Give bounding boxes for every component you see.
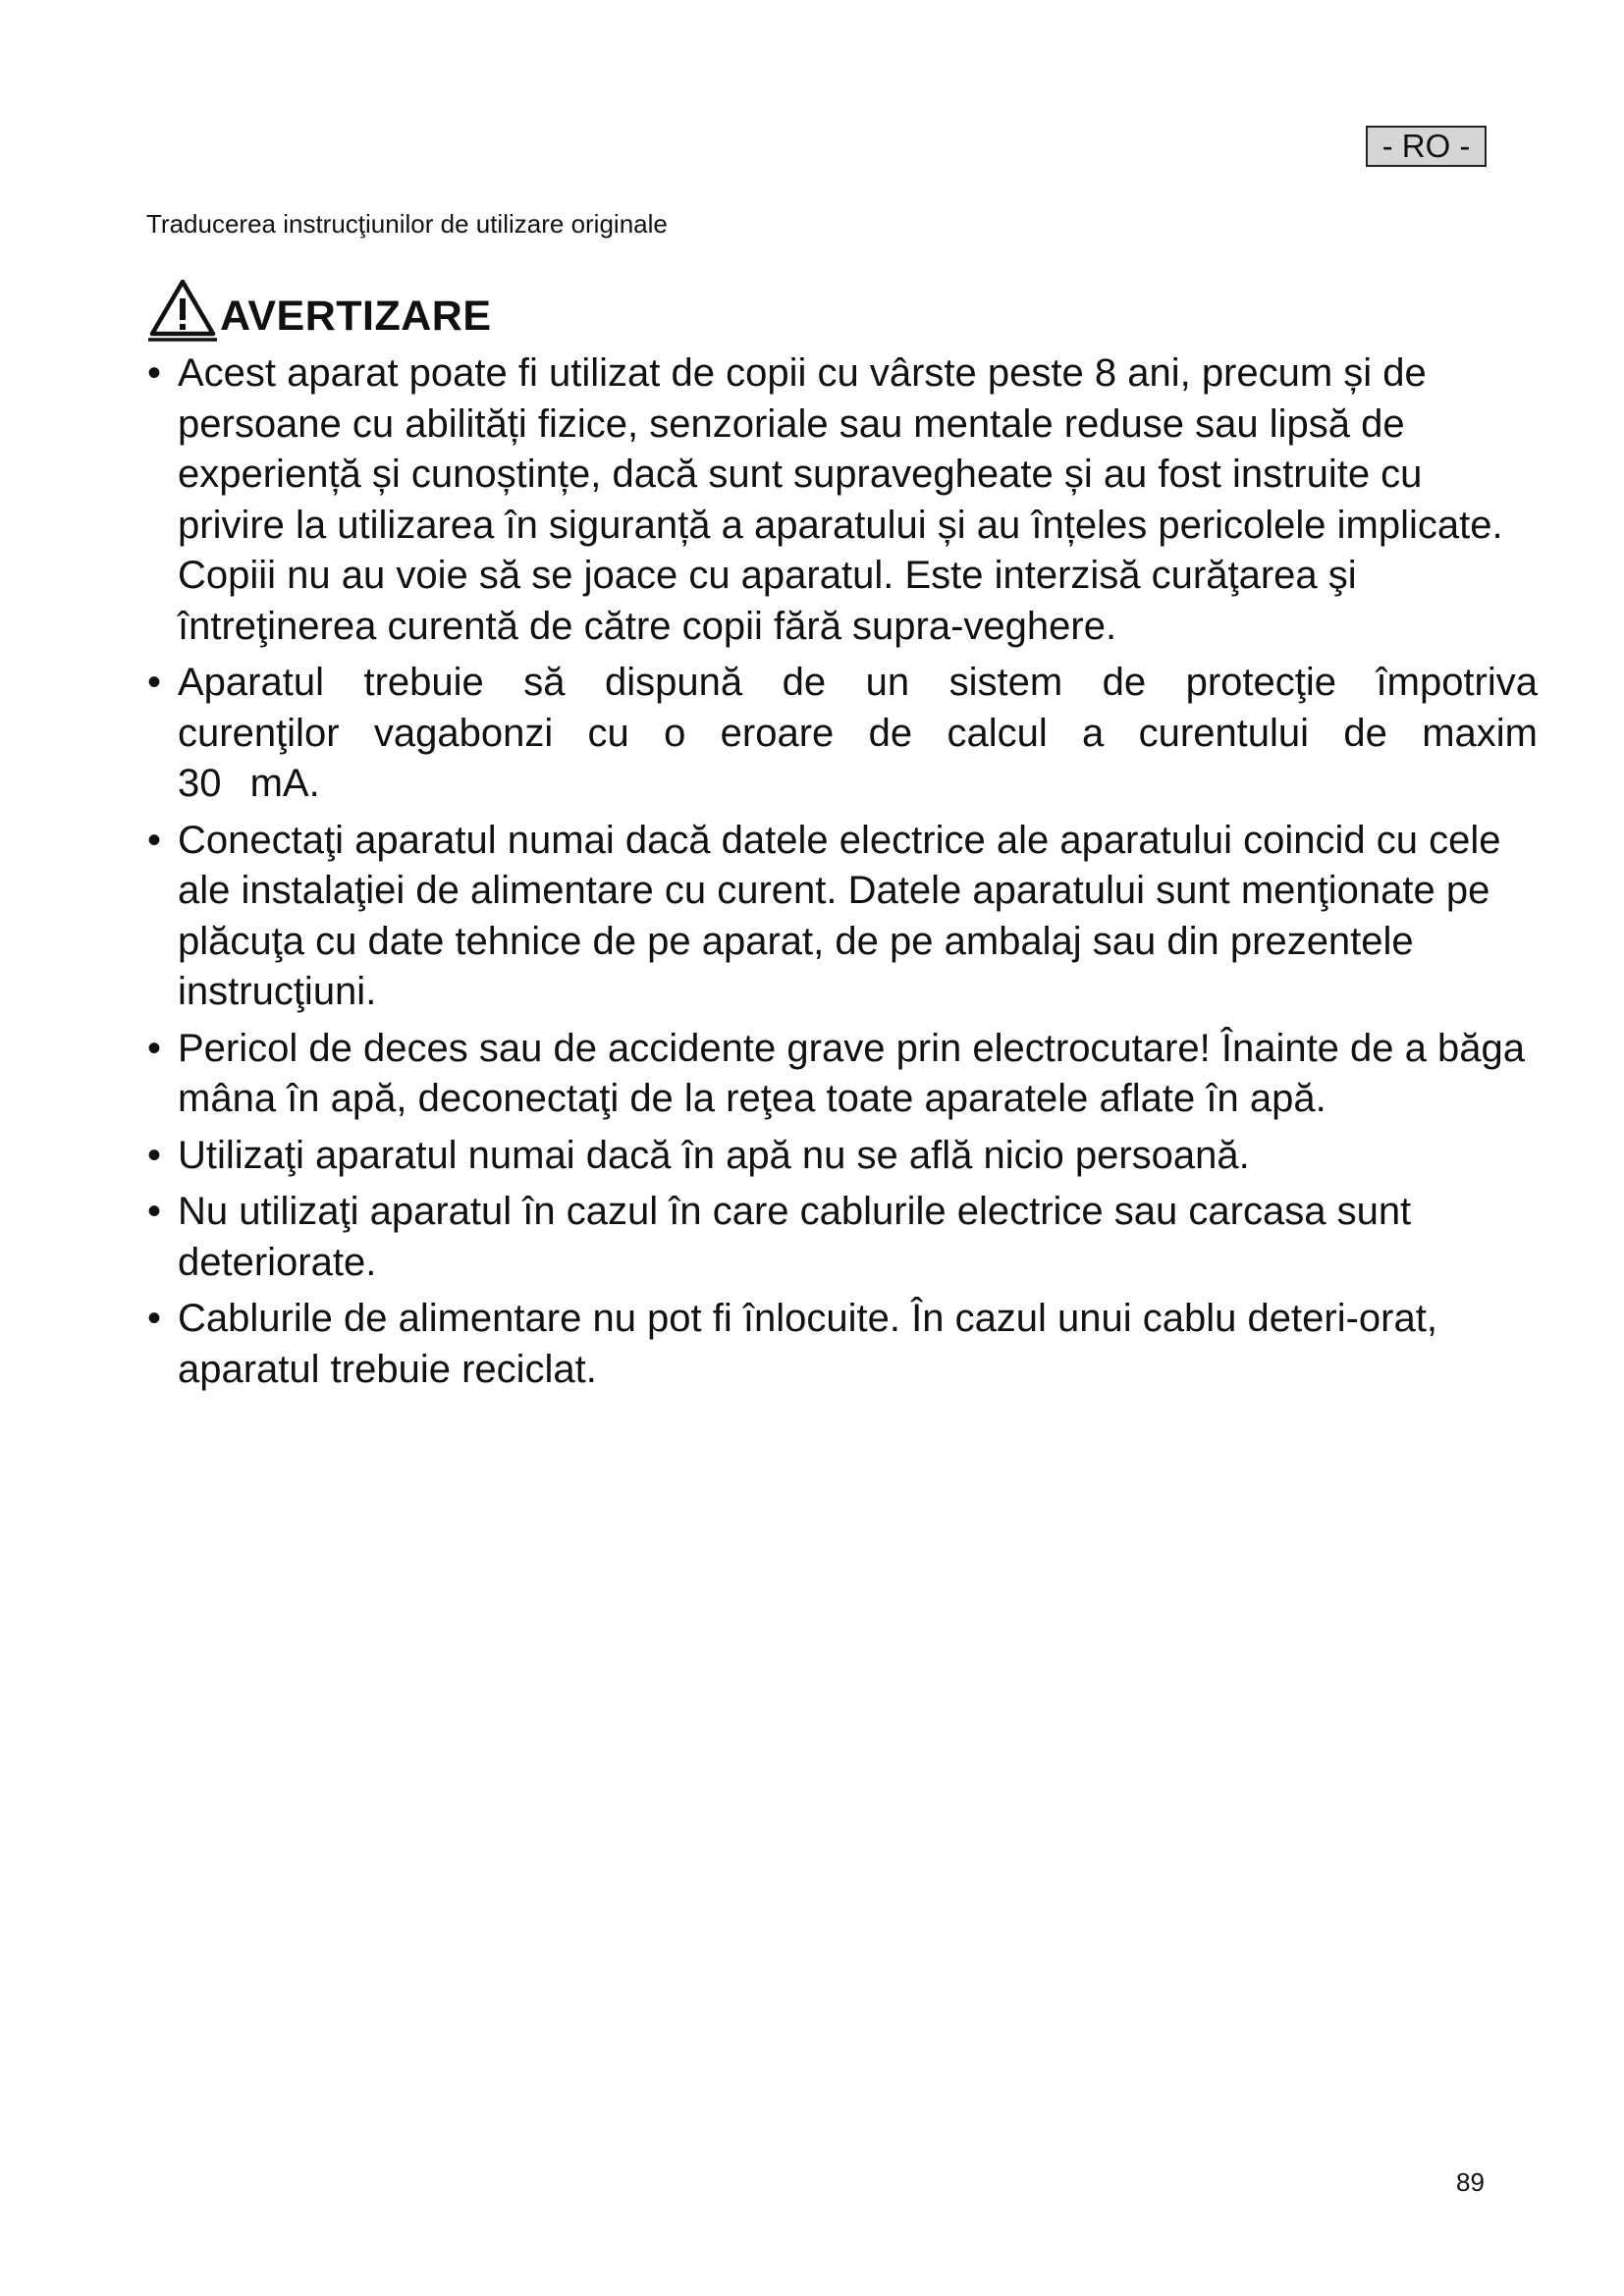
bullet-icon: •	[147, 1026, 162, 1070]
warning-list	[143, 348, 1538, 1401]
list-item-text: Pericol de deces sau de accidente grave prin electrocutare! Înainte de a băga mâna în apă, deconectaţi de la reţea toate aparatele aflate în apă.	[178, 1026, 1525, 1120]
warning-triangle-icon	[146, 279, 219, 344]
list-item	[143, 1294, 1538, 1395]
bullet-icon: •	[147, 1190, 162, 1233]
warning-title: AVERTIZARE	[220, 293, 492, 340]
list-item-text: Utilizaţi aparatul numai dacă în apă nu se află nicio persoană.	[178, 1133, 1250, 1177]
list-item	[143, 1131, 1538, 1182]
list-item-text: Aparatul trebuie să dispună de un sistem de protecţie împotriva curenţilor vagabonzi cu o eroare de calcul a curentului de maxim 30 mA.	[178, 661, 1538, 805]
warning-heading	[146, 277, 492, 344]
list-item-text: Cablurile de alimentare nu pot fi înlocuite. În cazul unui cablu deteri-orat, aparatul trebuie reciclat.	[178, 1297, 1437, 1391]
page-number: 89	[1456, 2167, 1485, 2197]
list-item	[143, 1024, 1538, 1125]
bullet-icon: •	[147, 661, 162, 704]
list-item-text: Nu utilizaţi aparatul în cazul în care cablurile electrice sau carcasa sunt deteriorate.	[178, 1190, 1412, 1284]
bullet-icon: •	[147, 1133, 162, 1177]
bullet-icon: •	[147, 351, 162, 395]
bullet-icon: •	[147, 818, 162, 862]
language-tag: - RO -	[1366, 126, 1487, 167]
document-subtitle: Traducerea instrucţiunilor de utilizare originale	[146, 209, 668, 239]
list-item-text: Acest aparat poate fi utilizat de copii cu vârste peste 8 ani, precum și de persoane cu abilități fizice, senzoriale sau mentale reduse sau lipsă de experiență și cunoștințe, dacă sunt supravegheate și au fost instruite cu privire la utilizarea în siguranță a aparatului și au înțeles pericolele implicate. Copiii nu au voie să se joace cu aparatul. Este interzisă curăţarea şi întreţinerea curentă de către copii fără supra-veghere.	[178, 351, 1503, 648]
list-item	[143, 658, 1538, 810]
bullet-icon: •	[147, 1297, 162, 1340]
list-item	[143, 816, 1538, 1018]
list-item	[143, 348, 1538, 652]
list-item-text: Conectaţi aparatul numai dacă datele electrice ale aparatului coincid cu cele ale instalaţiei de alimentare cu curent. Datele aparatului sunt menţionate pe plăcuţa cu date tehnice de pe aparat, de pe ambalaj sau din prezentele instrucţiuni.	[178, 818, 1501, 1013]
list-item	[143, 1187, 1538, 1288]
